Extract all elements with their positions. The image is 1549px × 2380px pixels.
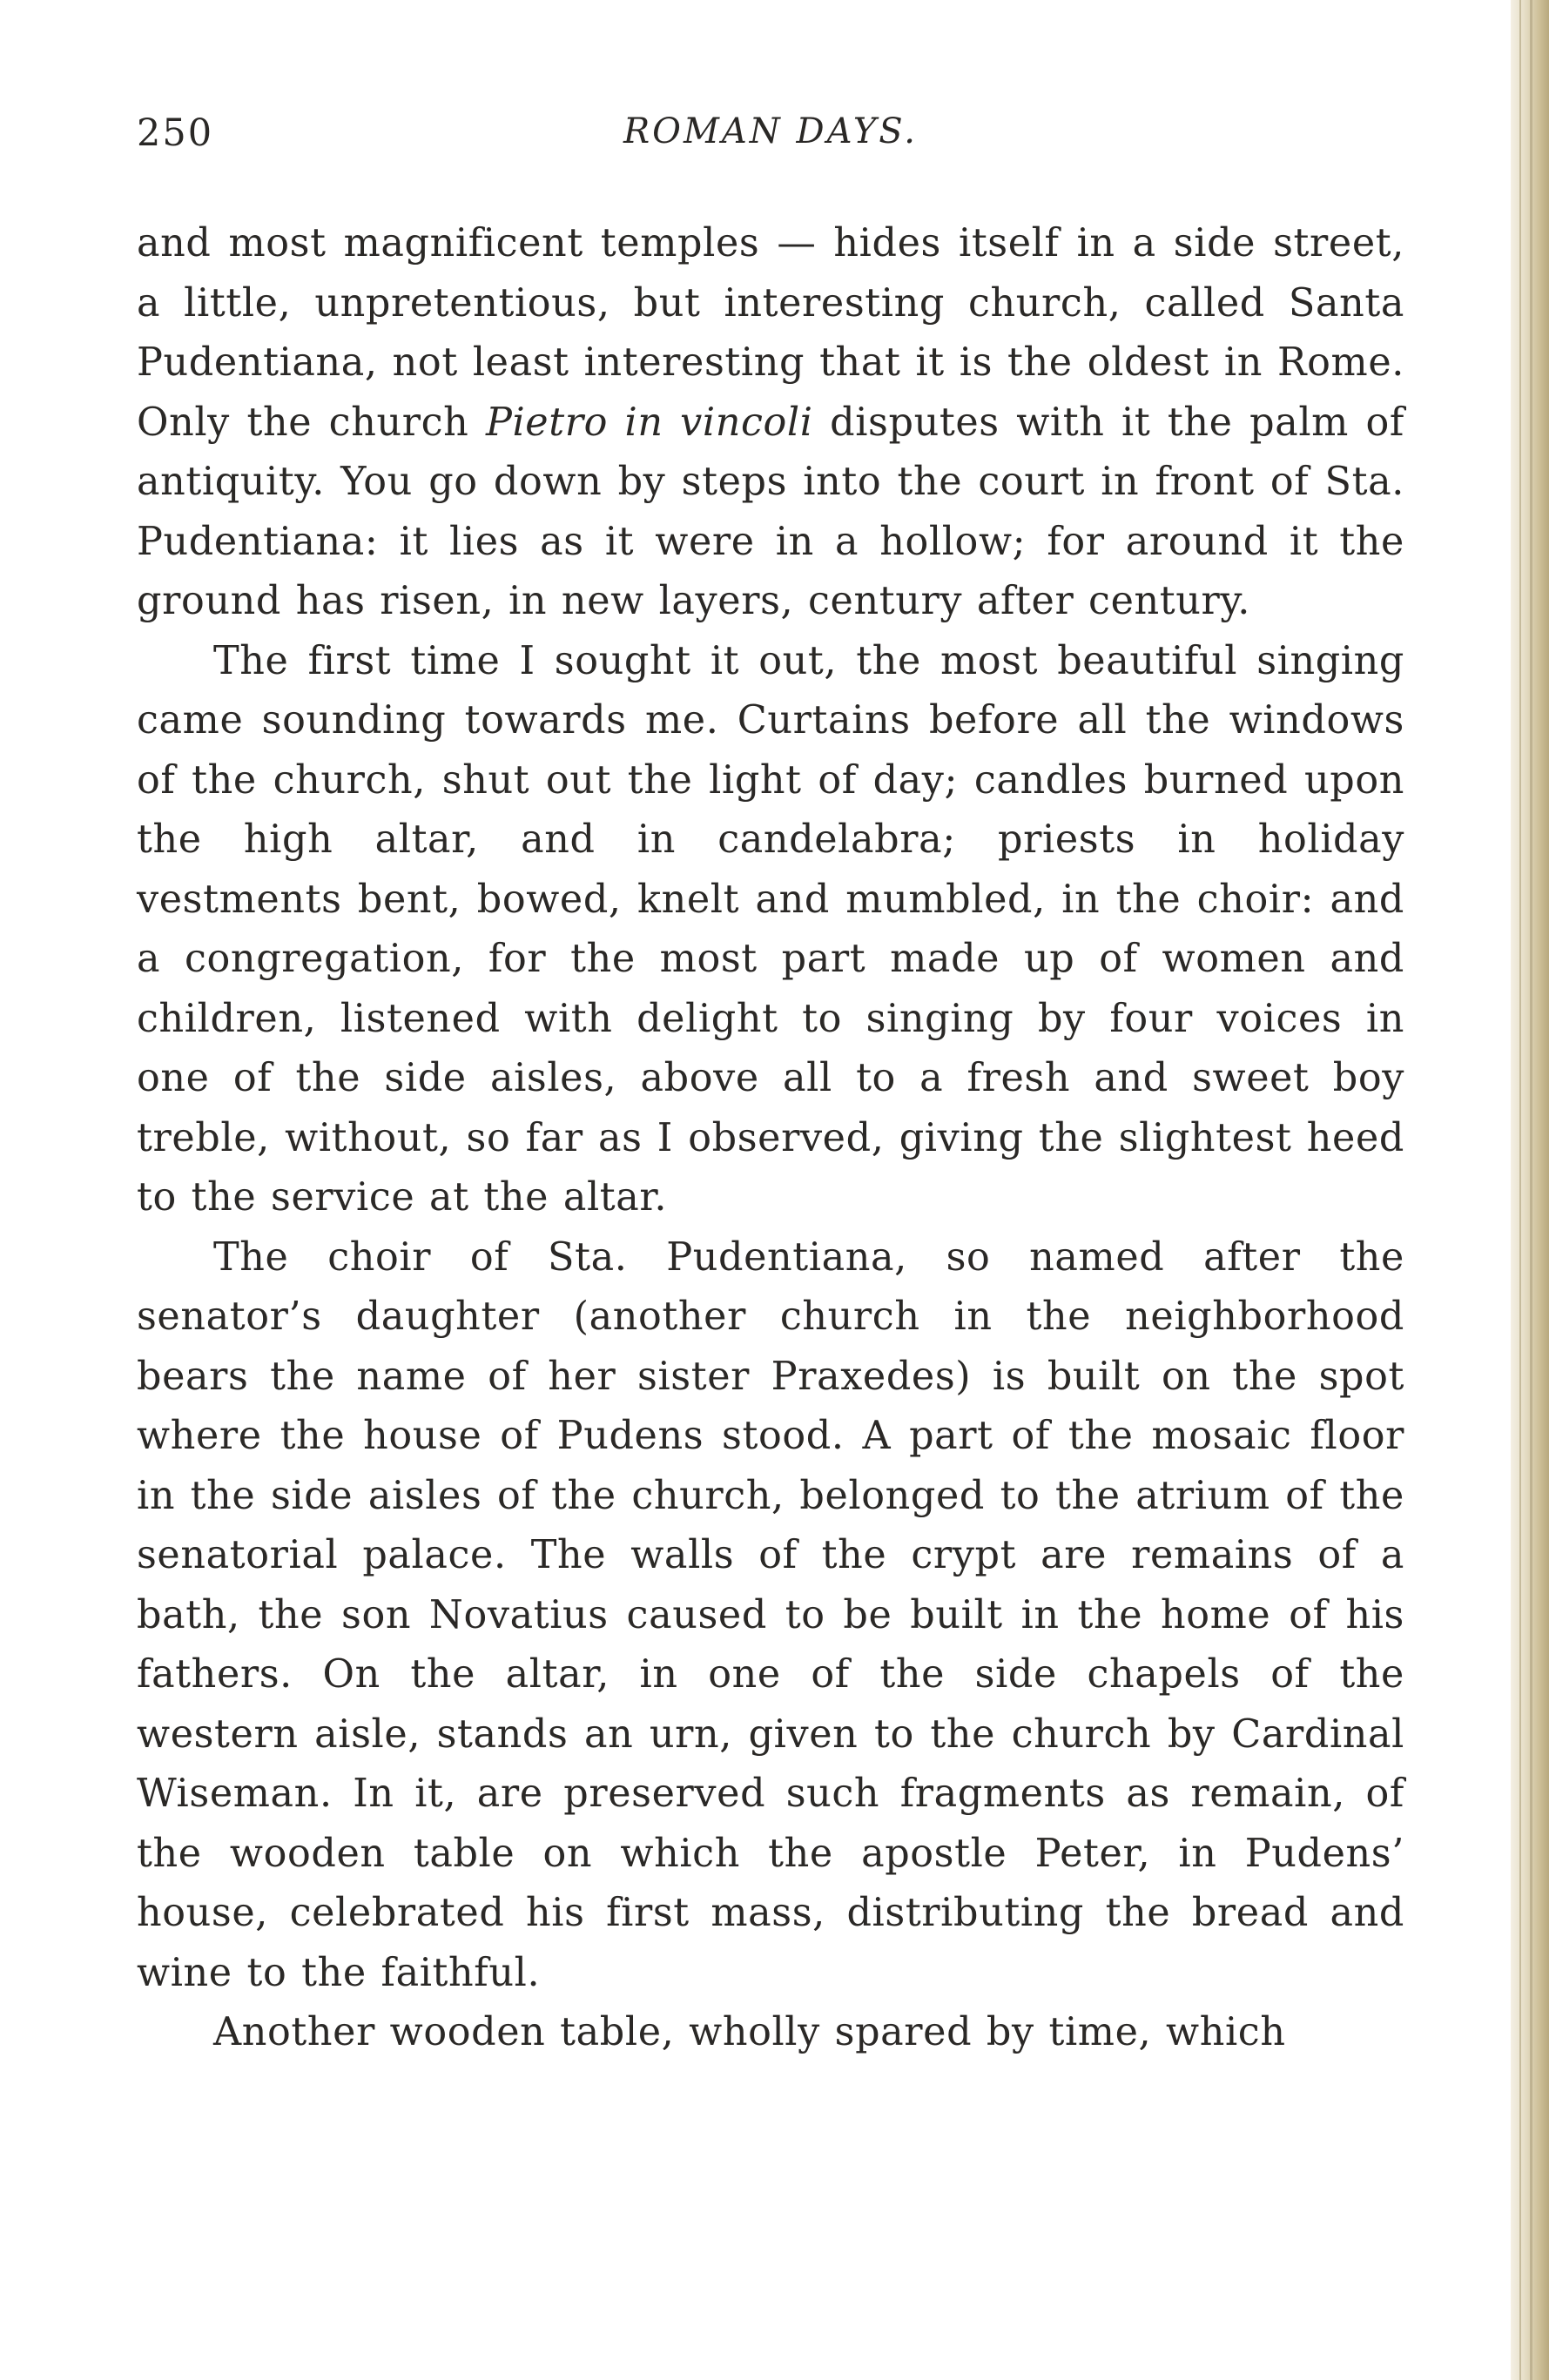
paragraph-2: The first time I sought it out, the most beautiful singing came sounding towards me. Curtains before all the windows of the church, shut out the light of day; candles burned upon the high altar, and in candelabra; priests in holiday vestments bent, bowed, knelt and mumbled, in the choir: and a congregation, for the most part made up of women and children, listened with delight to singing by four voices in one of the side aisles, above all to a fresh and sweet boy treble, without, so far as I observed, giving the slightest heed to the service at the altar. — [137, 638, 1404, 1220]
paragraph-3: The choir of Sta. Pudentiana, so named after the senator’s daughter (another church in the neighborhood bears the name of her sister Praxedes) is built on the spot where the house of Pudens stood. A part of the mosaic floor in the side aisles of the church, belonged to the atrium of the senatorial palace. The walls of the crypt are remains of a bath, the son Novatius caused to be built in the home of his fathers. On the altar, in one of the side chapels of the western aisle, stands an urn, given to the church by Cardinal Wiseman. In it, are preserved such fragments as remain, of the wooden table on which the apostle Peter, in Pudens’ house, celebrated his first mass, distributing the bread and wine to the faithful. — [137, 1234, 1404, 1995]
page-edge-shadow — [1511, 0, 1549, 2380]
italic-church-name: Pietro in vincoli — [485, 400, 813, 445]
page-header — [137, 111, 1404, 164]
paragraph-1-text-a: and most magnificent temples — hides itself in a side street, a little, unpretentious, but interesting church, called Santa Pudentiana, not least interesting that it is the oldest in Rome. Only the church — [137, 221, 1404, 445]
paragraph-1-text-b: disputes with it the palm of antiquity. You go down by steps into the court in front of Sta. Pudentiana: it lies as it were in a hollow; for around it the ground has risen, in new layers, century after century. — [137, 400, 1404, 623]
paragraph-4: Another wooden table, wholly spared by time, which — [213, 2010, 1286, 2054]
running-head: ROMAN DAYS. — [623, 111, 918, 151]
page-number: 250 — [137, 111, 214, 155]
paragraph-1 — [137, 214, 1404, 632]
body-text — [137, 214, 1404, 2063]
